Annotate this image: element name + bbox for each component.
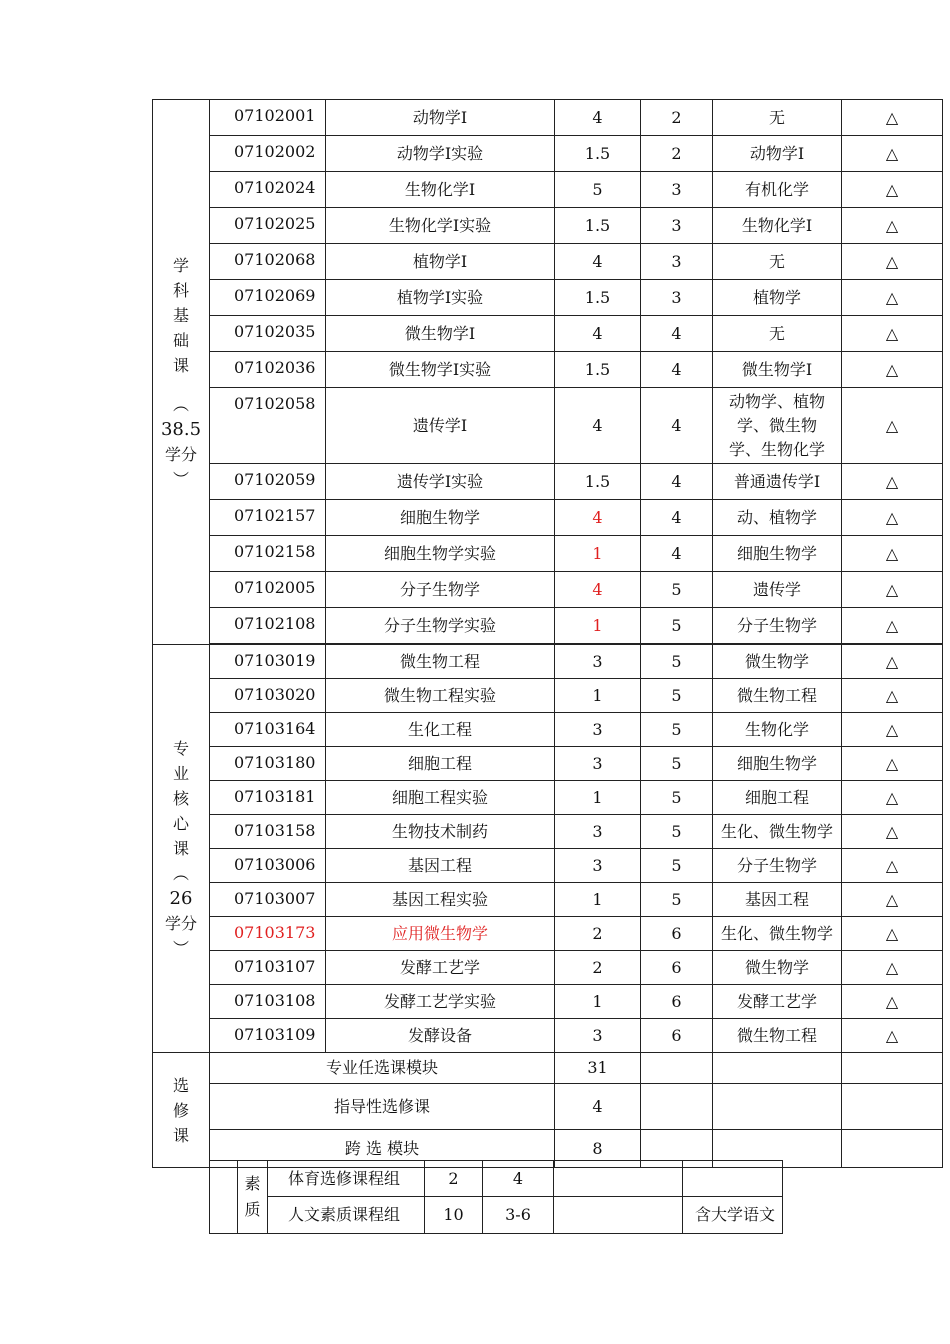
course-term: 6 bbox=[641, 951, 713, 985]
course-term: 5 bbox=[641, 883, 713, 917]
triangle-mark: △ bbox=[842, 917, 943, 951]
elective-module-name: 指导性选修课 bbox=[210, 1084, 555, 1130]
course-credit: 4 bbox=[555, 100, 641, 136]
course-name: 发酵工艺学实验 bbox=[326, 985, 555, 1019]
course-credit: 1.5 bbox=[555, 352, 641, 388]
course-credit: 5 bbox=[555, 172, 641, 208]
table-row bbox=[153, 985, 943, 1019]
course-credit: 1 bbox=[555, 679, 641, 713]
triangle-mark: △ bbox=[842, 572, 943, 608]
course-term: 3 bbox=[641, 172, 713, 208]
course-name: 微生物工程实验 bbox=[326, 679, 555, 713]
table-row bbox=[153, 172, 943, 208]
course-code: 07102069 bbox=[210, 280, 326, 316]
course-term: 4 bbox=[641, 388, 713, 464]
triangle-mark: △ bbox=[842, 500, 943, 536]
elective-module-name: 跨 选 模块 bbox=[210, 1130, 555, 1168]
course-prereq: 无 bbox=[713, 316, 842, 352]
course-credit: 3 bbox=[555, 713, 641, 747]
course-name: 植物学Ⅰ实验 bbox=[326, 280, 555, 316]
triangle-mark: △ bbox=[842, 172, 943, 208]
triangle-mark: △ bbox=[842, 951, 943, 985]
course-credit: 1 bbox=[555, 985, 641, 1019]
course-code: 07102005 bbox=[210, 572, 326, 608]
course-code: 07102035 bbox=[210, 316, 326, 352]
course-prereq: 细胞生物学 bbox=[713, 536, 842, 572]
course-term: 3 bbox=[641, 208, 713, 244]
triangle-mark: △ bbox=[842, 1019, 943, 1053]
elective-credit: 4 bbox=[555, 1084, 641, 1130]
course-credit: 1 bbox=[555, 883, 641, 917]
table-row bbox=[153, 1084, 943, 1130]
table-row bbox=[153, 388, 943, 464]
quality-credit: 10 bbox=[425, 1197, 483, 1234]
course-term: 6 bbox=[641, 917, 713, 951]
course-term: 4 bbox=[641, 316, 713, 352]
triangle-mark: △ bbox=[842, 316, 943, 352]
table-row bbox=[153, 316, 943, 352]
quality-group-label: 素 质 bbox=[238, 1161, 268, 1234]
table-row bbox=[153, 781, 943, 815]
course-code: 07102108 bbox=[210, 608, 326, 644]
course-prereq: 生物化学 bbox=[713, 713, 842, 747]
triangle-mark: △ bbox=[842, 815, 943, 849]
table-row bbox=[210, 1197, 783, 1234]
course-credit: 4 bbox=[555, 244, 641, 280]
course-name: 分子生物学实验 bbox=[326, 608, 555, 644]
quality-course-name: 人文素质课程组 bbox=[268, 1197, 425, 1234]
course-code: 07103158 bbox=[210, 815, 326, 849]
table-row bbox=[153, 244, 943, 280]
course-prereq: 动物学Ⅰ bbox=[713, 136, 842, 172]
quality-course-name: 体育选修课程组 bbox=[268, 1161, 425, 1197]
course-credit: 4 bbox=[555, 500, 641, 536]
course-term: 3 bbox=[641, 244, 713, 280]
course-code: 07103020 bbox=[210, 679, 326, 713]
course-term: 4 bbox=[641, 536, 713, 572]
course-credit: 4 bbox=[555, 388, 641, 464]
course-code: 07102059 bbox=[210, 464, 326, 500]
course-term: 6 bbox=[641, 985, 713, 1019]
course-prereq: 生化、微生物学 bbox=[713, 815, 842, 849]
course-prereq: 生物化学Ⅰ bbox=[713, 208, 842, 244]
course-code: 07102024 bbox=[210, 172, 326, 208]
course-name: 生物技术制药 bbox=[326, 815, 555, 849]
table-row bbox=[153, 713, 943, 747]
triangle-mark: △ bbox=[842, 464, 943, 500]
triangle-mark: △ bbox=[842, 244, 943, 280]
triangle-mark: △ bbox=[842, 352, 943, 388]
course-credit: 1.5 bbox=[555, 136, 641, 172]
table-row bbox=[153, 747, 943, 781]
triangle-mark: △ bbox=[842, 849, 943, 883]
course-code: 07102157 bbox=[210, 500, 326, 536]
group-label-major-core: 专 业 核 心 课 ︵ 26 学分 ︶ bbox=[153, 645, 210, 1053]
course-name: 生物化学Ⅰ bbox=[326, 172, 555, 208]
course-code: 07102001 bbox=[210, 100, 326, 136]
course-code: 07102036 bbox=[210, 352, 326, 388]
course-credit: 1.5 bbox=[555, 464, 641, 500]
course-credit: 1 bbox=[555, 536, 641, 572]
course-code: 07103164 bbox=[210, 713, 326, 747]
course-term: 3 bbox=[641, 280, 713, 316]
course-code: 07103007 bbox=[210, 883, 326, 917]
course-name: 遗传学Ⅰ bbox=[326, 388, 555, 464]
course-credit: 3 bbox=[555, 645, 641, 679]
course-name: 细胞工程 bbox=[326, 747, 555, 781]
course-table bbox=[152, 99, 943, 1168]
course-code: 07102068 bbox=[210, 244, 326, 280]
course-term: 6 bbox=[641, 1019, 713, 1053]
table-row bbox=[153, 136, 943, 172]
elective-credit: 31 bbox=[555, 1053, 641, 1084]
course-code: 07103006 bbox=[210, 849, 326, 883]
course-name: 细胞生物学实验 bbox=[326, 536, 555, 572]
table-row bbox=[153, 100, 943, 136]
table-row bbox=[153, 1053, 943, 1084]
table-row bbox=[153, 500, 943, 536]
course-code: 07103173 bbox=[210, 917, 326, 951]
course-prereq: 分子生物学 bbox=[713, 608, 842, 644]
triangle-mark: △ bbox=[842, 280, 943, 316]
course-name: 微生物学Ⅰ实验 bbox=[326, 352, 555, 388]
course-code: 07103107 bbox=[210, 951, 326, 985]
course-credit: 3 bbox=[555, 815, 641, 849]
table-row bbox=[153, 208, 943, 244]
triangle-mark: △ bbox=[842, 100, 943, 136]
quality-term: 3-6 bbox=[483, 1197, 554, 1234]
course-prereq: 发酵工艺学 bbox=[713, 985, 842, 1019]
table-row bbox=[153, 883, 943, 917]
triangle-mark: △ bbox=[842, 747, 943, 781]
course-term: 5 bbox=[641, 572, 713, 608]
course-credit: 4 bbox=[555, 316, 641, 352]
table-row bbox=[153, 645, 943, 679]
quality-note bbox=[683, 1161, 783, 1197]
course-code: 07102002 bbox=[210, 136, 326, 172]
course-name: 发酵工艺学 bbox=[326, 951, 555, 985]
course-name: 基因工程实验 bbox=[326, 883, 555, 917]
course-term: 5 bbox=[641, 645, 713, 679]
quality-term: 4 bbox=[483, 1161, 554, 1197]
course-credit: 1 bbox=[555, 608, 641, 644]
course-credit: 3 bbox=[555, 1019, 641, 1053]
course-term: 2 bbox=[641, 100, 713, 136]
triangle-mark: △ bbox=[842, 536, 943, 572]
course-term: 5 bbox=[641, 747, 713, 781]
course-credit: 1 bbox=[555, 781, 641, 815]
course-credit: 1.5 bbox=[555, 208, 641, 244]
course-name: 动物学Ⅰ bbox=[326, 100, 555, 136]
course-prereq: 无 bbox=[713, 244, 842, 280]
table-row bbox=[153, 464, 943, 500]
triangle-mark: △ bbox=[842, 713, 943, 747]
course-name: 微生物学Ⅰ bbox=[326, 316, 555, 352]
course-prereq: 生化、微生物学 bbox=[713, 917, 842, 951]
course-name: 细胞工程实验 bbox=[326, 781, 555, 815]
quality-credit: 2 bbox=[425, 1161, 483, 1197]
quality-course-table bbox=[209, 1160, 783, 1234]
course-credit: 1.5 bbox=[555, 280, 641, 316]
table-row bbox=[153, 849, 943, 883]
triangle-mark: △ bbox=[842, 388, 943, 464]
course-code: 07103019 bbox=[210, 645, 326, 679]
course-code: 07103108 bbox=[210, 985, 326, 1019]
table-row bbox=[210, 1161, 783, 1197]
triangle-mark: △ bbox=[842, 645, 943, 679]
course-prereq: 微生物工程 bbox=[713, 1019, 842, 1053]
course-prereq: 基因工程 bbox=[713, 883, 842, 917]
triangle-mark: △ bbox=[842, 883, 943, 917]
course-term: 5 bbox=[641, 608, 713, 644]
course-credit: 4 bbox=[555, 572, 641, 608]
table-row bbox=[153, 951, 943, 985]
table-row bbox=[153, 1019, 943, 1053]
course-credit: 2 bbox=[555, 951, 641, 985]
course-name: 细胞生物学 bbox=[326, 500, 555, 536]
table-row bbox=[153, 352, 943, 388]
course-prereq: 微生物学 bbox=[713, 951, 842, 985]
course-prereq: 分子生物学 bbox=[713, 849, 842, 883]
course-name: 生化工程 bbox=[326, 713, 555, 747]
course-credit: 3 bbox=[555, 849, 641, 883]
course-prereq: 微生物工程 bbox=[713, 679, 842, 713]
course-credit: 2 bbox=[555, 917, 641, 951]
table-row bbox=[153, 572, 943, 608]
table-row bbox=[153, 536, 943, 572]
group-label-discipline-foundation: 学 科 基 础 课 ︵ 38.5 学分 ︶ bbox=[153, 100, 210, 645]
course-name: 应用微生物学 bbox=[326, 917, 555, 951]
course-term: 4 bbox=[641, 352, 713, 388]
course-code: 07102058 bbox=[210, 388, 326, 464]
table-row bbox=[153, 608, 943, 644]
course-code: 07102025 bbox=[210, 208, 326, 244]
quality-note: 含大学语文 bbox=[683, 1197, 783, 1234]
course-prereq: 动物学、植物 学、微生物 学、生物化学 bbox=[713, 388, 842, 464]
course-name: 动物学Ⅰ实验 bbox=[326, 136, 555, 172]
course-name: 分子生物学 bbox=[326, 572, 555, 608]
course-credit: 3 bbox=[555, 747, 641, 781]
course-prereq: 普通遗传学Ⅰ bbox=[713, 464, 842, 500]
course-prereq: 无 bbox=[713, 100, 842, 136]
course-prereq: 遗传学 bbox=[713, 572, 842, 608]
course-name: 发酵设备 bbox=[326, 1019, 555, 1053]
course-prereq: 细胞生物学 bbox=[713, 747, 842, 781]
course-term: 4 bbox=[641, 500, 713, 536]
course-prereq: 微生物学 bbox=[713, 645, 842, 679]
triangle-mark: △ bbox=[842, 208, 943, 244]
course-name: 遗传学Ⅰ实验 bbox=[326, 464, 555, 500]
course-code: 07103109 bbox=[210, 1019, 326, 1053]
course-name: 基因工程 bbox=[326, 849, 555, 883]
group-label-electives: 选 修 课 bbox=[153, 1053, 210, 1168]
course-prereq: 植物学 bbox=[713, 280, 842, 316]
course-term: 4 bbox=[641, 464, 713, 500]
elective-module-name: 专业任选课模块 bbox=[210, 1053, 555, 1084]
table-row bbox=[153, 679, 943, 713]
triangle-mark: △ bbox=[842, 985, 943, 1019]
course-term: 2 bbox=[641, 136, 713, 172]
elective-credit: 8 bbox=[555, 1130, 641, 1168]
table-row bbox=[153, 815, 943, 849]
table-row bbox=[153, 917, 943, 951]
course-term: 5 bbox=[641, 815, 713, 849]
course-code: 07103180 bbox=[210, 747, 326, 781]
course-name: 微生物工程 bbox=[326, 645, 555, 679]
course-prereq: 细胞工程 bbox=[713, 781, 842, 815]
table-row bbox=[153, 280, 943, 316]
triangle-mark: △ bbox=[842, 781, 943, 815]
course-name: 植物学Ⅰ bbox=[326, 244, 555, 280]
triangle-mark: △ bbox=[842, 136, 943, 172]
triangle-mark: △ bbox=[842, 679, 943, 713]
course-prereq: 有机化学 bbox=[713, 172, 842, 208]
course-prereq: 微生物学Ⅰ bbox=[713, 352, 842, 388]
course-prereq: 动、植物学 bbox=[713, 500, 842, 536]
course-term: 5 bbox=[641, 849, 713, 883]
triangle-mark: △ bbox=[842, 608, 943, 644]
course-term: 5 bbox=[641, 679, 713, 713]
course-code: 07102158 bbox=[210, 536, 326, 572]
course-term: 5 bbox=[641, 713, 713, 747]
course-term: 5 bbox=[641, 781, 713, 815]
course-code: 07103181 bbox=[210, 781, 326, 815]
course-name: 生物化学Ⅰ实验 bbox=[326, 208, 555, 244]
